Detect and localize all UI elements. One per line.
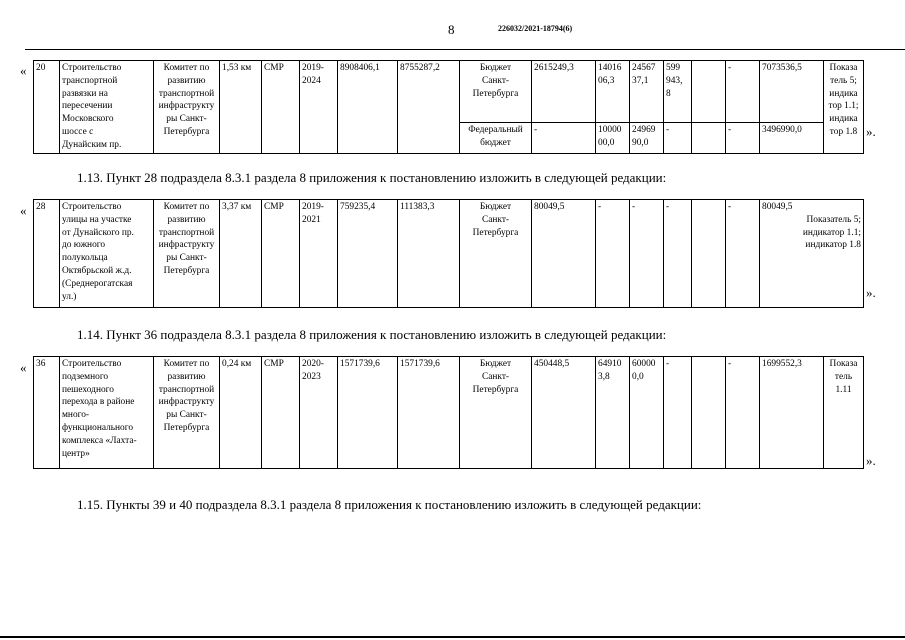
cell-v5 [692,61,726,123]
cell-num: 28 [34,200,60,308]
open-quote-2: « [20,203,27,218]
name-line: Строительство [62,359,122,369]
cell-v4: - [664,200,692,308]
period-line: 2020- [302,359,324,369]
customer-line: транспортной [158,384,215,395]
customer-line: развитию [167,214,206,225]
cell-v5 [692,123,726,153]
value-line: 10000 [598,125,622,136]
name-line: транспортной [62,75,118,86]
cell-v6: - [726,123,760,153]
cell-v3 [630,357,664,469]
section-heading-1-15: 1.15. Пункты 39 и 40 подраздела 8.3.1 раздела 8 приложения к постановлению изложить в следующей редакции: [77,497,702,512]
source-line: Петербурга [472,227,519,238]
source-line: Санкт- [481,75,510,86]
document-id: 226032/2021-18794(6) [498,24,573,33]
name-line: от Дунайского пр. [62,227,134,238]
indicator-line: 1.11 [835,384,852,395]
name-line: развязки на [62,88,108,99]
cell-period [300,200,338,308]
table-item-28 [33,199,864,308]
value-line: 24567 [632,63,656,73]
name-line: пешеходного [62,384,114,395]
value-line: 599 [666,63,681,73]
close-quote-2: ». [866,285,876,300]
name-line: (Среднерогатская [62,278,133,289]
customer-line: Петербурга [163,265,210,276]
value-line: 37,1 [632,75,649,86]
cell-v2: - [596,200,630,308]
period-line: 2021 [302,214,321,225]
cell-customer [154,357,220,469]
name-line: много- [62,410,90,421]
cell-v2 [596,357,630,469]
table-row [34,61,864,123]
indicator-line: Показа [829,359,858,369]
cell-work-type: СМР [262,61,300,154]
customer-line: Комитет по [163,359,210,369]
cell-v1: 80049,5 [532,200,596,308]
cell-indicator [824,61,864,154]
cell-v2 [596,61,630,123]
page-number: 8 [448,22,455,37]
value-line: 14016 [598,63,622,73]
value-line: 90,0 [632,138,649,149]
cell-remaining: 111383,3 [398,200,460,308]
cell-source [460,357,532,469]
name-line: центр» [62,448,90,459]
period-line: 2019- [302,202,324,212]
source-line: Бюджет [479,359,512,369]
customer-line: Петербурга [163,422,210,433]
open-quote-1: « [20,63,27,78]
section-heading-1-13: 1.13. Пункт 28 подраздела 8.3.1 раздела 8 приложения к постановлению изложить в следующей редакции: [77,170,667,185]
indicator-line: Показатель 5; [806,214,861,225]
cell-total: 80049,5 [762,202,793,212]
customer-line: транспортной [158,227,215,238]
cell-source [460,61,532,123]
indicator-line: Показа [829,63,858,73]
customer-line: инфраструкту [158,101,215,112]
name-line: функционального [62,422,134,433]
period-line: 2024 [302,75,321,86]
customer-line: транспортной [158,88,215,99]
cell-v6: - [726,200,760,308]
customer-line: инфраструкту [158,397,215,408]
cell-length: 1,53 км [220,61,262,154]
cell-v6: - [726,61,760,123]
indicator-line: тор 1.1; [828,101,859,112]
name-line: комплекса «Лахта- [62,435,137,446]
indicator-line: индика [829,88,858,99]
name-line: Строительство [62,63,122,73]
name-line: пересечении [62,101,113,112]
indicator-line: индикатор 1.8 [805,240,861,251]
customer-line: Петербурга [163,126,210,137]
indicator-line: тор 1.8 [829,126,858,137]
name-line: улицы на участке [62,214,132,225]
cell-v1: 450448,5 [532,357,596,469]
name-line: Октябрьской ж.д. [62,265,132,276]
cell-total: 1699552,3 [760,357,824,469]
customer-line: развитию [167,75,206,86]
cell-v1: 2615249,3 [532,61,596,123]
source-line: Бюджет [479,202,512,212]
cell-num: 20 [34,61,60,154]
indicator-line: индикатор 1.1; [802,227,861,238]
cell-customer [154,200,220,308]
name-line: Дунайским пр. [62,139,122,150]
table-row [34,357,864,469]
customer-line: ры Санкт- [166,253,207,264]
name-line: ул.) [62,291,77,302]
cell-work-type: СМР [262,357,300,469]
cell-v3 [630,61,664,123]
cell-v4: - [664,357,692,469]
value-line: 64910 [598,359,622,369]
top-rule [25,49,905,50]
value-line: 60000 [632,359,656,369]
period-line: 2023 [302,371,321,382]
value-line: 06,3 [598,75,615,86]
open-quote-3: « [20,360,27,375]
cell-cost: 8908406,1 [338,61,398,154]
cell-source [460,123,532,153]
cell-source [460,200,532,308]
cell-total-indicator [760,200,864,308]
cell-customer [154,61,220,154]
source-line: Петербурга [472,384,519,395]
table-item-20 [33,60,864,154]
cell-v1: - [532,123,596,153]
cell-num: 36 [34,357,60,469]
value-line: 3,8 [598,371,610,382]
source-line: Петербурга [472,88,519,99]
cell-total: 3496990,0 [760,123,824,153]
name-line: подземного [62,371,109,382]
cell-v4 [664,123,692,153]
customer-line: ры Санкт- [166,410,207,421]
cell-length: 0,24 км [220,357,262,469]
indicator-line: тель [834,371,853,382]
cell-total: 7073536,5 [760,61,824,123]
source-line: Федеральный [468,125,523,136]
value-line: 00,0 [598,138,615,149]
cell-v2 [596,123,630,153]
section-heading-1-14: 1.14. Пункт 36 подраздела 8.3.1 раздела 8 приложения к постановлению изложить в следующей редакции: [77,327,667,342]
cell-indicator [824,357,864,469]
name-line: полукольца [62,253,108,264]
close-quote-3: ». [866,453,876,468]
source-line: Санкт- [481,214,510,225]
cell-v3: - [630,200,664,308]
cell-v5 [692,200,726,308]
cell-work-type: СМР [262,200,300,308]
indicator-line: индика [829,114,858,125]
value-line: 943, [666,75,683,86]
cell-name [60,200,154,308]
cell-cost: 759235,4 [338,200,398,308]
name-line: до южного [62,240,106,251]
value-line: - [666,125,670,136]
period-line: 2019- [302,63,324,73]
customer-line: развитию [167,371,206,382]
cell-name [60,357,154,469]
cell-period [300,61,338,154]
cell-v3 [630,123,664,153]
value-line: 24969 [632,125,656,136]
name-line: шоссе с [62,126,94,137]
table-item-36 [33,356,864,469]
indicator-line: тель 5; [830,75,857,86]
value-line: 0,0 [632,371,644,382]
name-line: Московского [62,114,114,125]
cell-remaining: 1571739,6 [398,357,460,469]
cell-period [300,357,338,469]
table-row [34,200,864,308]
customer-line: инфраструкту [158,240,215,251]
cell-length: 3,37 км [220,200,262,308]
page-bottom-rule [0,636,905,638]
value-line: 8 [666,88,671,99]
cell-cost: 1571739,6 [338,357,398,469]
cell-v5 [692,357,726,469]
customer-line: Комитет по [163,202,210,212]
name-line: перехода в районе [62,397,135,408]
cell-remaining: 8755287,2 [398,61,460,154]
source-line: бюджет [480,138,511,149]
source-line: Бюджет [479,63,512,73]
cell-name [60,61,154,154]
source-line: Санкт- [481,371,510,382]
cell-v4 [664,61,692,123]
name-line: Строительство [62,202,122,212]
cell-v6: - [726,357,760,469]
customer-line: ры Санкт- [166,114,207,125]
close-quote-1: ». [866,124,876,139]
customer-line: Комитет по [163,63,210,73]
